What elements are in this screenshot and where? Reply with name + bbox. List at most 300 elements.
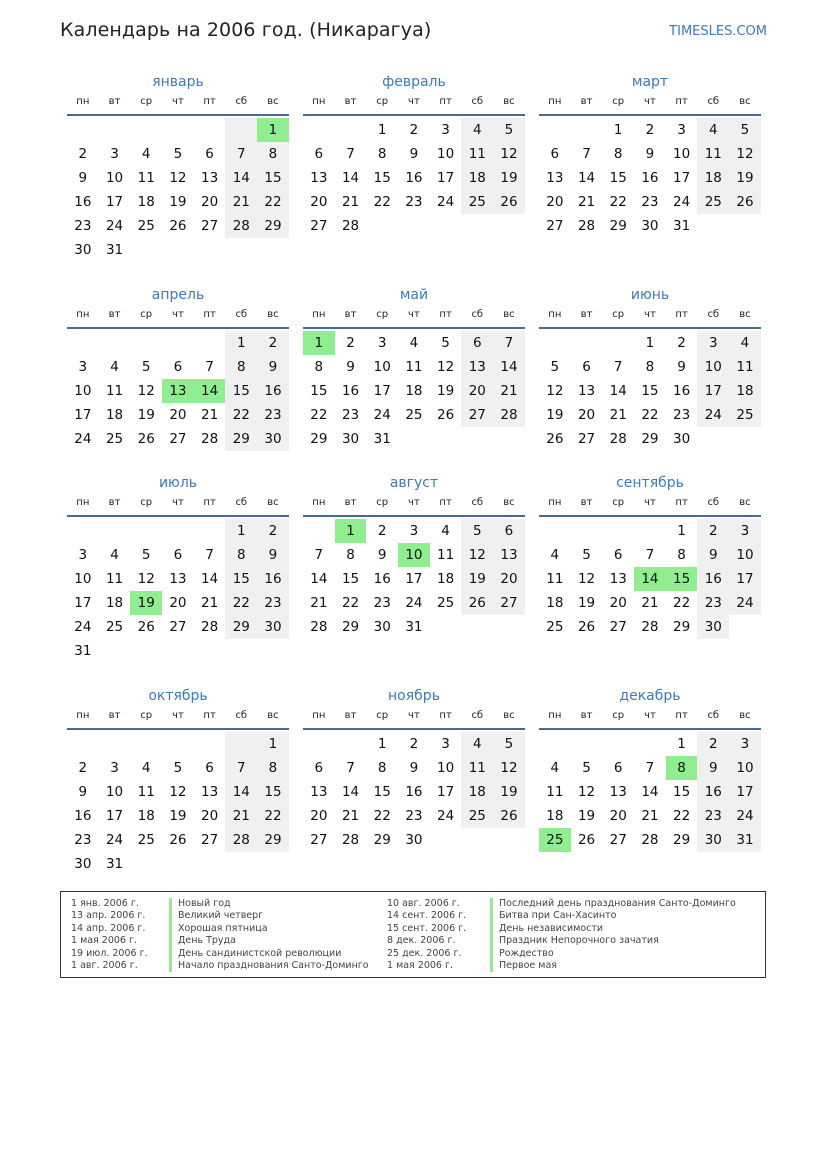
- day-cell: 5: [173, 146, 183, 162]
- day-cell: 24: [105, 832, 124, 848]
- day-cell: 17: [74, 407, 92, 423]
- month-name: ноябрь: [388, 688, 440, 704]
- day-cell: 14: [201, 571, 219, 587]
- holiday-name: День Труда: [178, 935, 236, 947]
- day-cell: 12: [137, 571, 155, 587]
- day-cell: 19: [577, 595, 596, 611]
- day-cell: 31: [105, 856, 124, 872]
- weekday-header: [303, 305, 525, 329]
- holiday-name: Битва при Сан-Хасинто: [499, 910, 617, 922]
- empty-day-cell: [729, 615, 761, 639]
- day-grid: [303, 519, 525, 639]
- day-grid: [539, 519, 761, 639]
- day-cell: 15: [225, 379, 257, 403]
- day-cell: 20: [546, 194, 564, 210]
- day-cell: 12: [169, 784, 187, 800]
- day-cell: 24: [74, 619, 92, 635]
- day-cell: 5: [582, 760, 591, 776]
- day-cell: 6: [461, 331, 493, 355]
- day-cell: 11: [697, 142, 729, 166]
- day-cell: 7: [346, 146, 355, 162]
- day-cell: 18: [105, 407, 124, 423]
- empty-day-cell: [194, 732, 226, 756]
- day-cell: 3: [729, 732, 761, 756]
- day-cell: 15: [225, 567, 257, 591]
- day-cell: 22: [641, 407, 659, 423]
- weekday-label: пн: [312, 710, 326, 721]
- day-cell: 16: [341, 383, 360, 399]
- weekday-label: пт: [675, 710, 688, 721]
- day-cell: 17: [697, 379, 729, 403]
- weekday-label: пт: [675, 497, 688, 508]
- month-block: [67, 285, 289, 451]
- holiday-date: 10 авг. 2006 г.: [387, 898, 460, 909]
- empty-day-cell: [99, 118, 131, 142]
- day-cell: 8: [377, 760, 387, 776]
- day-cell: 20: [310, 808, 328, 824]
- day-cell: 4: [550, 547, 560, 563]
- weekday-label: пт: [675, 96, 688, 107]
- empty-day-cell: [162, 639, 194, 663]
- day-cell: 15: [373, 170, 391, 186]
- day-cell: 17: [105, 808, 124, 824]
- day-cell: 6: [493, 519, 525, 543]
- day-cell: 2: [257, 519, 289, 543]
- day-cell: 2: [409, 736, 419, 752]
- empty-day-cell: [461, 828, 493, 852]
- day-cell: 8: [377, 146, 387, 162]
- weekday-label: сб: [471, 710, 484, 721]
- day-cell: 23: [341, 407, 360, 423]
- day-cell: 17: [405, 571, 423, 587]
- weekday-label: вт: [580, 96, 593, 107]
- empty-day-cell: [602, 519, 634, 543]
- month-block: [539, 285, 761, 451]
- day-cell: 27: [577, 431, 596, 447]
- month-block: [539, 473, 761, 639]
- day-cell: 18: [546, 595, 564, 611]
- empty-day-cell: [493, 615, 525, 639]
- day-cell: 11: [729, 355, 761, 379]
- empty-day-cell: [539, 519, 571, 543]
- day-cell: 23: [74, 832, 92, 848]
- day-cell: 9: [78, 170, 88, 186]
- weekday-label: пт: [203, 497, 216, 508]
- day-cell: 25: [105, 431, 124, 447]
- holiday-date: 1 мая 2006 г.: [71, 935, 137, 947]
- day-cell: 24: [729, 591, 761, 615]
- day-cell: 25: [137, 832, 155, 848]
- day-cell: 19: [437, 383, 455, 399]
- day-cell: 11: [546, 571, 564, 587]
- holiday-name: День сандинистской революции: [178, 947, 342, 959]
- day-cell: 8: [613, 146, 623, 162]
- day-cell: 7: [493, 331, 525, 355]
- weekday-label: вс: [267, 96, 279, 107]
- day-cell: 5: [550, 359, 560, 375]
- empty-day-cell: [225, 852, 257, 876]
- day-cell: 16: [405, 170, 423, 186]
- day-cell: 22: [673, 808, 691, 824]
- empty-day-cell: [194, 639, 226, 663]
- weekday-label: пт: [439, 309, 452, 320]
- day-cell: 26: [577, 832, 596, 848]
- day-cell: 13: [577, 383, 596, 399]
- day-cell: 6: [205, 146, 214, 162]
- weekday-label: чт: [408, 96, 420, 107]
- day-cell: 14: [225, 166, 257, 190]
- day-cell: 12: [493, 142, 525, 166]
- day-cell: 11: [405, 359, 423, 375]
- day-cell: 22: [373, 808, 391, 824]
- day-cell: 7: [346, 760, 355, 776]
- day-cell: 17: [74, 595, 92, 611]
- day-cell: 31: [405, 619, 423, 635]
- day-cell: 15: [257, 166, 289, 190]
- empty-day-cell: [571, 519, 603, 543]
- day-cell: 28: [310, 619, 328, 635]
- day-cell: 9: [78, 784, 88, 800]
- day-cell: 5: [493, 118, 525, 142]
- empty-day-cell: [99, 519, 131, 543]
- empty-day-cell: [602, 331, 634, 355]
- day-cell: 7: [613, 359, 623, 375]
- empty-day-cell: [461, 615, 493, 639]
- empty-day-cell: [257, 639, 289, 663]
- empty-day-cell: [602, 732, 634, 756]
- empty-day-cell: [130, 732, 162, 756]
- day-cell: 4: [550, 760, 560, 776]
- day-cell: 6: [550, 146, 560, 162]
- day-cell: 27: [201, 832, 219, 848]
- empty-day-cell: [99, 732, 131, 756]
- day-cell: 10: [729, 756, 761, 780]
- day-cell: 2: [346, 335, 355, 351]
- weekday-label: вс: [739, 497, 751, 508]
- day-cell: 23: [257, 591, 289, 615]
- empty-day-cell: [162, 852, 194, 876]
- day-grid: [303, 118, 525, 238]
- page-title: Календарь на 2006 год. (Никарагуа): [60, 19, 432, 41]
- holiday-date: 1 авг. 2006 г.: [71, 960, 138, 972]
- empty-day-cell: [461, 214, 493, 238]
- holiday-date: 19 июл. 2006 г.: [71, 947, 148, 959]
- empty-day-cell: [225, 732, 257, 756]
- day-cell: 7: [225, 756, 257, 780]
- day-cell: 22: [257, 804, 289, 828]
- day-cell: 27: [461, 403, 493, 427]
- day-cell: 12: [437, 359, 455, 375]
- weekday-label: вт: [344, 710, 357, 721]
- weekday-header: [303, 493, 525, 517]
- day-cell: 23: [641, 194, 659, 210]
- weekday-header: [539, 92, 761, 116]
- day-cell: 29: [310, 431, 328, 447]
- weekday-label: ср: [140, 96, 153, 107]
- day-cell: 19: [546, 407, 564, 423]
- day-cell: 11: [105, 571, 124, 587]
- day-cell: 8: [645, 359, 655, 375]
- day-cell: 16: [697, 567, 729, 591]
- holiday-day-cell: 15: [666, 567, 698, 591]
- day-cell: 22: [225, 591, 257, 615]
- day-cell: 19: [493, 780, 525, 804]
- day-grid: [303, 331, 525, 451]
- day-cell: 6: [205, 760, 214, 776]
- weekday-label: ср: [612, 96, 625, 107]
- holiday-day-cell: 1: [257, 118, 289, 142]
- day-cell: 14: [341, 170, 360, 186]
- day-cell: 5: [141, 359, 151, 375]
- day-cell: 4: [141, 146, 151, 162]
- weekday-label: вт: [344, 309, 357, 320]
- holiday-date: 8 дек. 2006 г.: [387, 935, 456, 947]
- empty-day-cell: [130, 639, 162, 663]
- day-cell: 28: [225, 828, 257, 852]
- month-name: июль: [158, 475, 198, 491]
- day-cell: 18: [729, 379, 761, 403]
- holiday-date: 1 янв. 2006 г.: [71, 898, 139, 909]
- day-cell: 9: [346, 359, 355, 375]
- weekday-header: [303, 706, 525, 730]
- day-cell: 11: [105, 383, 124, 399]
- weekday-header: [67, 706, 289, 730]
- day-grid: [67, 331, 289, 451]
- weekday-label: ср: [140, 309, 153, 320]
- day-cell: 21: [609, 407, 627, 423]
- day-cell: 10: [697, 355, 729, 379]
- day-cell: 19: [169, 194, 187, 210]
- month-name: август: [389, 475, 439, 491]
- day-cell: 13: [609, 784, 627, 800]
- holiday-day-cell: 14: [194, 379, 226, 403]
- weekday-label: вс: [267, 309, 279, 320]
- weekday-label: сб: [471, 96, 484, 107]
- weekday-label: вс: [503, 710, 515, 721]
- day-cell: 30: [405, 832, 423, 848]
- day-cell: 21: [493, 379, 525, 403]
- weekday-header: [539, 305, 761, 329]
- day-cell: 7: [205, 547, 214, 563]
- day-cell: 14: [225, 780, 257, 804]
- day-cell: 21: [310, 595, 328, 611]
- empty-day-cell: [729, 427, 761, 451]
- holiday-name: Первое мая: [499, 960, 557, 972]
- weekday-label: ср: [612, 710, 625, 721]
- weekday-label: чт: [172, 497, 184, 508]
- empty-day-cell: [225, 639, 257, 663]
- day-cell: 22: [310, 407, 328, 423]
- weekday-label: вс: [739, 710, 751, 721]
- weekday-header: [67, 493, 289, 517]
- weekday-label: вт: [580, 309, 593, 320]
- day-cell: 29: [373, 832, 391, 848]
- day-cell: 13: [201, 170, 219, 186]
- day-cell: 25: [137, 218, 155, 234]
- empty-day-cell: [194, 519, 226, 543]
- weekday-label: сб: [707, 96, 720, 107]
- weekday-label: ср: [140, 497, 153, 508]
- day-cell: 16: [257, 379, 289, 403]
- month-block: [67, 686, 289, 876]
- day-cell: 26: [437, 407, 455, 423]
- day-cell: 28: [609, 431, 627, 447]
- day-cell: 5: [493, 732, 525, 756]
- weekday-label: пт: [203, 96, 216, 107]
- day-cell: 8: [257, 142, 289, 166]
- day-cell: 18: [461, 166, 493, 190]
- weekday-label: вт: [108, 96, 121, 107]
- empty-day-cell: [335, 118, 367, 142]
- day-cell: 15: [609, 170, 627, 186]
- day-cell: 21: [641, 595, 659, 611]
- day-cell: 2: [697, 732, 729, 756]
- day-cell: 29: [673, 832, 691, 848]
- holiday-day-cell: 19: [130, 591, 162, 615]
- day-cell: 24: [437, 808, 455, 824]
- day-cell: 11: [137, 784, 155, 800]
- day-cell: 11: [546, 784, 564, 800]
- site-link[interactable]: TIMESLES.COM: [669, 24, 767, 39]
- weekday-header: [67, 92, 289, 116]
- holiday-date: 14 сент. 2006 г.: [387, 910, 467, 922]
- day-cell: 18: [405, 383, 423, 399]
- empty-day-cell: [539, 732, 571, 756]
- month-name: июнь: [630, 287, 670, 303]
- weekday-label: вт: [108, 309, 121, 320]
- day-cell: 9: [377, 547, 387, 563]
- month-name: февраль: [382, 74, 446, 90]
- day-cell: 28: [577, 218, 596, 234]
- day-cell: 20: [609, 595, 627, 611]
- holiday-dates-right: [387, 898, 466, 972]
- day-cell: 26: [137, 431, 155, 447]
- holiday-name: День независимости: [499, 922, 604, 934]
- day-cell: 6: [582, 359, 591, 375]
- weekday-label: пн: [312, 309, 326, 320]
- day-cell: 2: [377, 523, 387, 539]
- day-cell: 27: [310, 832, 328, 848]
- day-cell: 12: [493, 756, 525, 780]
- day-cell: 5: [141, 547, 151, 563]
- empty-day-cell: [162, 519, 194, 543]
- empty-day-cell: [225, 118, 257, 142]
- day-cell: 25: [729, 403, 761, 427]
- day-cell: 28: [201, 619, 219, 635]
- day-cell: 5: [441, 335, 450, 351]
- weekday-label: ср: [376, 497, 389, 508]
- day-cell: 26: [729, 190, 761, 214]
- weekday-label: пн: [548, 497, 562, 508]
- weekday-label: пт: [439, 96, 452, 107]
- day-cell: 20: [310, 194, 328, 210]
- day-cell: 11: [461, 756, 493, 780]
- month-block: [303, 285, 525, 451]
- day-cell: 18: [137, 808, 155, 824]
- day-cell: 23: [257, 403, 289, 427]
- day-cell: 17: [373, 383, 391, 399]
- weekday-label: ср: [612, 497, 625, 508]
- day-cell: 16: [673, 383, 691, 399]
- month-name: сентябрь: [616, 475, 684, 491]
- day-cell: 29: [225, 615, 257, 639]
- day-cell: 14: [609, 383, 627, 399]
- empty-day-cell: [697, 427, 729, 451]
- holiday-name: Новый год: [178, 898, 231, 909]
- empty-day-cell: [257, 852, 289, 876]
- day-cell: 31: [373, 431, 391, 447]
- day-cell: 8: [257, 756, 289, 780]
- weekday-label: вс: [503, 497, 515, 508]
- day-grid: [67, 519, 289, 663]
- holiday-name: Хорошая пятница: [178, 922, 268, 934]
- weekday-label: вс: [739, 309, 751, 320]
- day-cell: 6: [173, 359, 183, 375]
- weekday-label: сб: [707, 710, 720, 721]
- day-cell: 28: [493, 403, 525, 427]
- day-cell: 30: [74, 856, 92, 872]
- day-cell: 8: [225, 355, 257, 379]
- day-cell: 28: [641, 619, 659, 635]
- day-grid: [303, 732, 525, 852]
- day-cell: 19: [493, 166, 525, 190]
- day-cell: 7: [205, 359, 214, 375]
- day-cell: 4: [110, 359, 119, 375]
- day-cell: 12: [729, 142, 761, 166]
- day-cell: 2: [409, 122, 419, 138]
- day-cell: 15: [257, 780, 289, 804]
- weekday-label: пт: [439, 497, 452, 508]
- day-cell: 24: [697, 403, 729, 427]
- day-cell: 6: [613, 760, 623, 776]
- weekday-label: чт: [172, 710, 184, 721]
- day-cell: 6: [613, 547, 623, 563]
- weekday-label: сб: [707, 309, 720, 320]
- day-cell: 13: [609, 571, 627, 587]
- weekday-label: пн: [312, 96, 326, 107]
- day-cell: 21: [341, 808, 360, 824]
- day-cell: 30: [373, 619, 391, 635]
- day-cell: 26: [493, 190, 525, 214]
- day-grid: [67, 732, 289, 876]
- day-cell: 17: [437, 784, 455, 800]
- day-cell: 22: [225, 403, 257, 427]
- day-cell: 5: [582, 547, 591, 563]
- day-cell: 26: [169, 218, 187, 234]
- weekday-label: чт: [408, 309, 420, 320]
- day-cell: 12: [137, 383, 155, 399]
- day-cell: 27: [546, 218, 564, 234]
- day-cell: 2: [78, 146, 88, 162]
- empty-day-cell: [697, 214, 729, 238]
- weekday-label: вт: [344, 96, 357, 107]
- empty-day-cell: [539, 331, 571, 355]
- day-cell: 16: [641, 170, 659, 186]
- weekday-label: чт: [408, 710, 420, 721]
- month-block: [67, 473, 289, 663]
- day-cell: 24: [373, 407, 391, 423]
- day-cell: 14: [641, 784, 659, 800]
- day-cell: 21: [641, 808, 659, 824]
- day-cell: 14: [493, 355, 525, 379]
- day-cell: 31: [74, 643, 92, 659]
- day-cell: 1: [225, 519, 257, 543]
- day-cell: 17: [729, 780, 761, 804]
- day-cell: 25: [546, 619, 564, 635]
- day-cell: 14: [341, 784, 360, 800]
- day-cell: 10: [437, 146, 455, 162]
- day-cell: 8: [225, 543, 257, 567]
